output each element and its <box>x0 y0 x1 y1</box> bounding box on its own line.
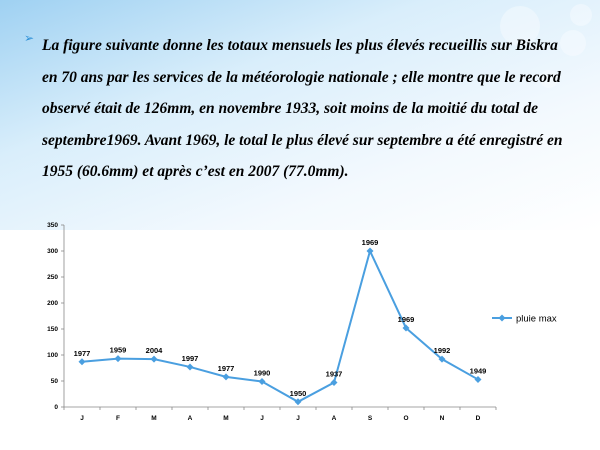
x-tick-label: N <box>439 415 445 422</box>
x-tick-label: M <box>223 415 229 422</box>
y-tick-label: 200 <box>47 300 58 307</box>
data-point-label: 1977 <box>217 363 235 373</box>
data-point-marker <box>79 358 86 365</box>
y-tick-label: 350 <box>47 222 58 229</box>
x-tick-label: O <box>403 415 409 422</box>
x-tick-label: S <box>367 415 373 422</box>
y-tick-label: 150 <box>47 326 58 333</box>
data-point-label: 1990 <box>253 368 271 378</box>
data-point-marker <box>331 379 338 386</box>
data-point-label: 2004 <box>145 346 163 356</box>
x-tick-label: J <box>80 415 84 422</box>
x-tick-label: J <box>296 415 300 422</box>
data-point-marker <box>367 248 374 255</box>
data-point-label: 1950 <box>289 388 307 398</box>
y-tick-label: 250 <box>47 274 58 281</box>
y-tick-label: 50 <box>50 378 58 385</box>
legend-marker <box>499 315 506 322</box>
data-point-label: 1949 <box>469 366 487 376</box>
y-tick-label: 300 <box>47 248 58 255</box>
data-point-marker <box>223 373 230 380</box>
data-point-label: 1969 <box>361 238 379 247</box>
data-point-marker <box>115 355 122 362</box>
x-tick-label: M <box>151 415 157 422</box>
y-tick-label: 0 <box>54 404 58 411</box>
data-point-label: 1959 <box>109 345 127 355</box>
y-tick-label: 100 <box>47 352 58 359</box>
x-tick-label: A <box>187 415 193 422</box>
data-point-label: 1997 <box>181 353 199 363</box>
x-tick-label: J <box>260 415 264 422</box>
description-paragraph: La figure suivante donne les totaux mensuels les plus élevés recueillis sur Biskra en 70 ans par les services de la météorologie nationale ; elle montre que le record observé était de 126mm, en novembre 1933, soit moins de la moitié du total de septembre1969. Avant 1969, le total le plus élevé sur septembre a été enregistré en 1955 (60.6mm) et après c’est en 2007 (77.0mm). <box>42 37 563 180</box>
x-tick-label: A <box>331 415 337 422</box>
data-point-label: 1937 <box>325 369 343 379</box>
series-line <box>82 251 478 402</box>
x-tick-label: F <box>116 415 120 422</box>
data-point-label: 1969 <box>397 314 415 324</box>
data-point-label: 1992 <box>433 346 451 356</box>
data-point-label: 1977 <box>73 348 91 358</box>
data-point-marker <box>187 363 194 370</box>
arrow-bullet-icon: ➢ <box>24 31 35 45</box>
x-tick-label: D <box>475 415 481 422</box>
legend-label: pluie max <box>516 313 557 325</box>
data-point-marker <box>151 356 158 363</box>
